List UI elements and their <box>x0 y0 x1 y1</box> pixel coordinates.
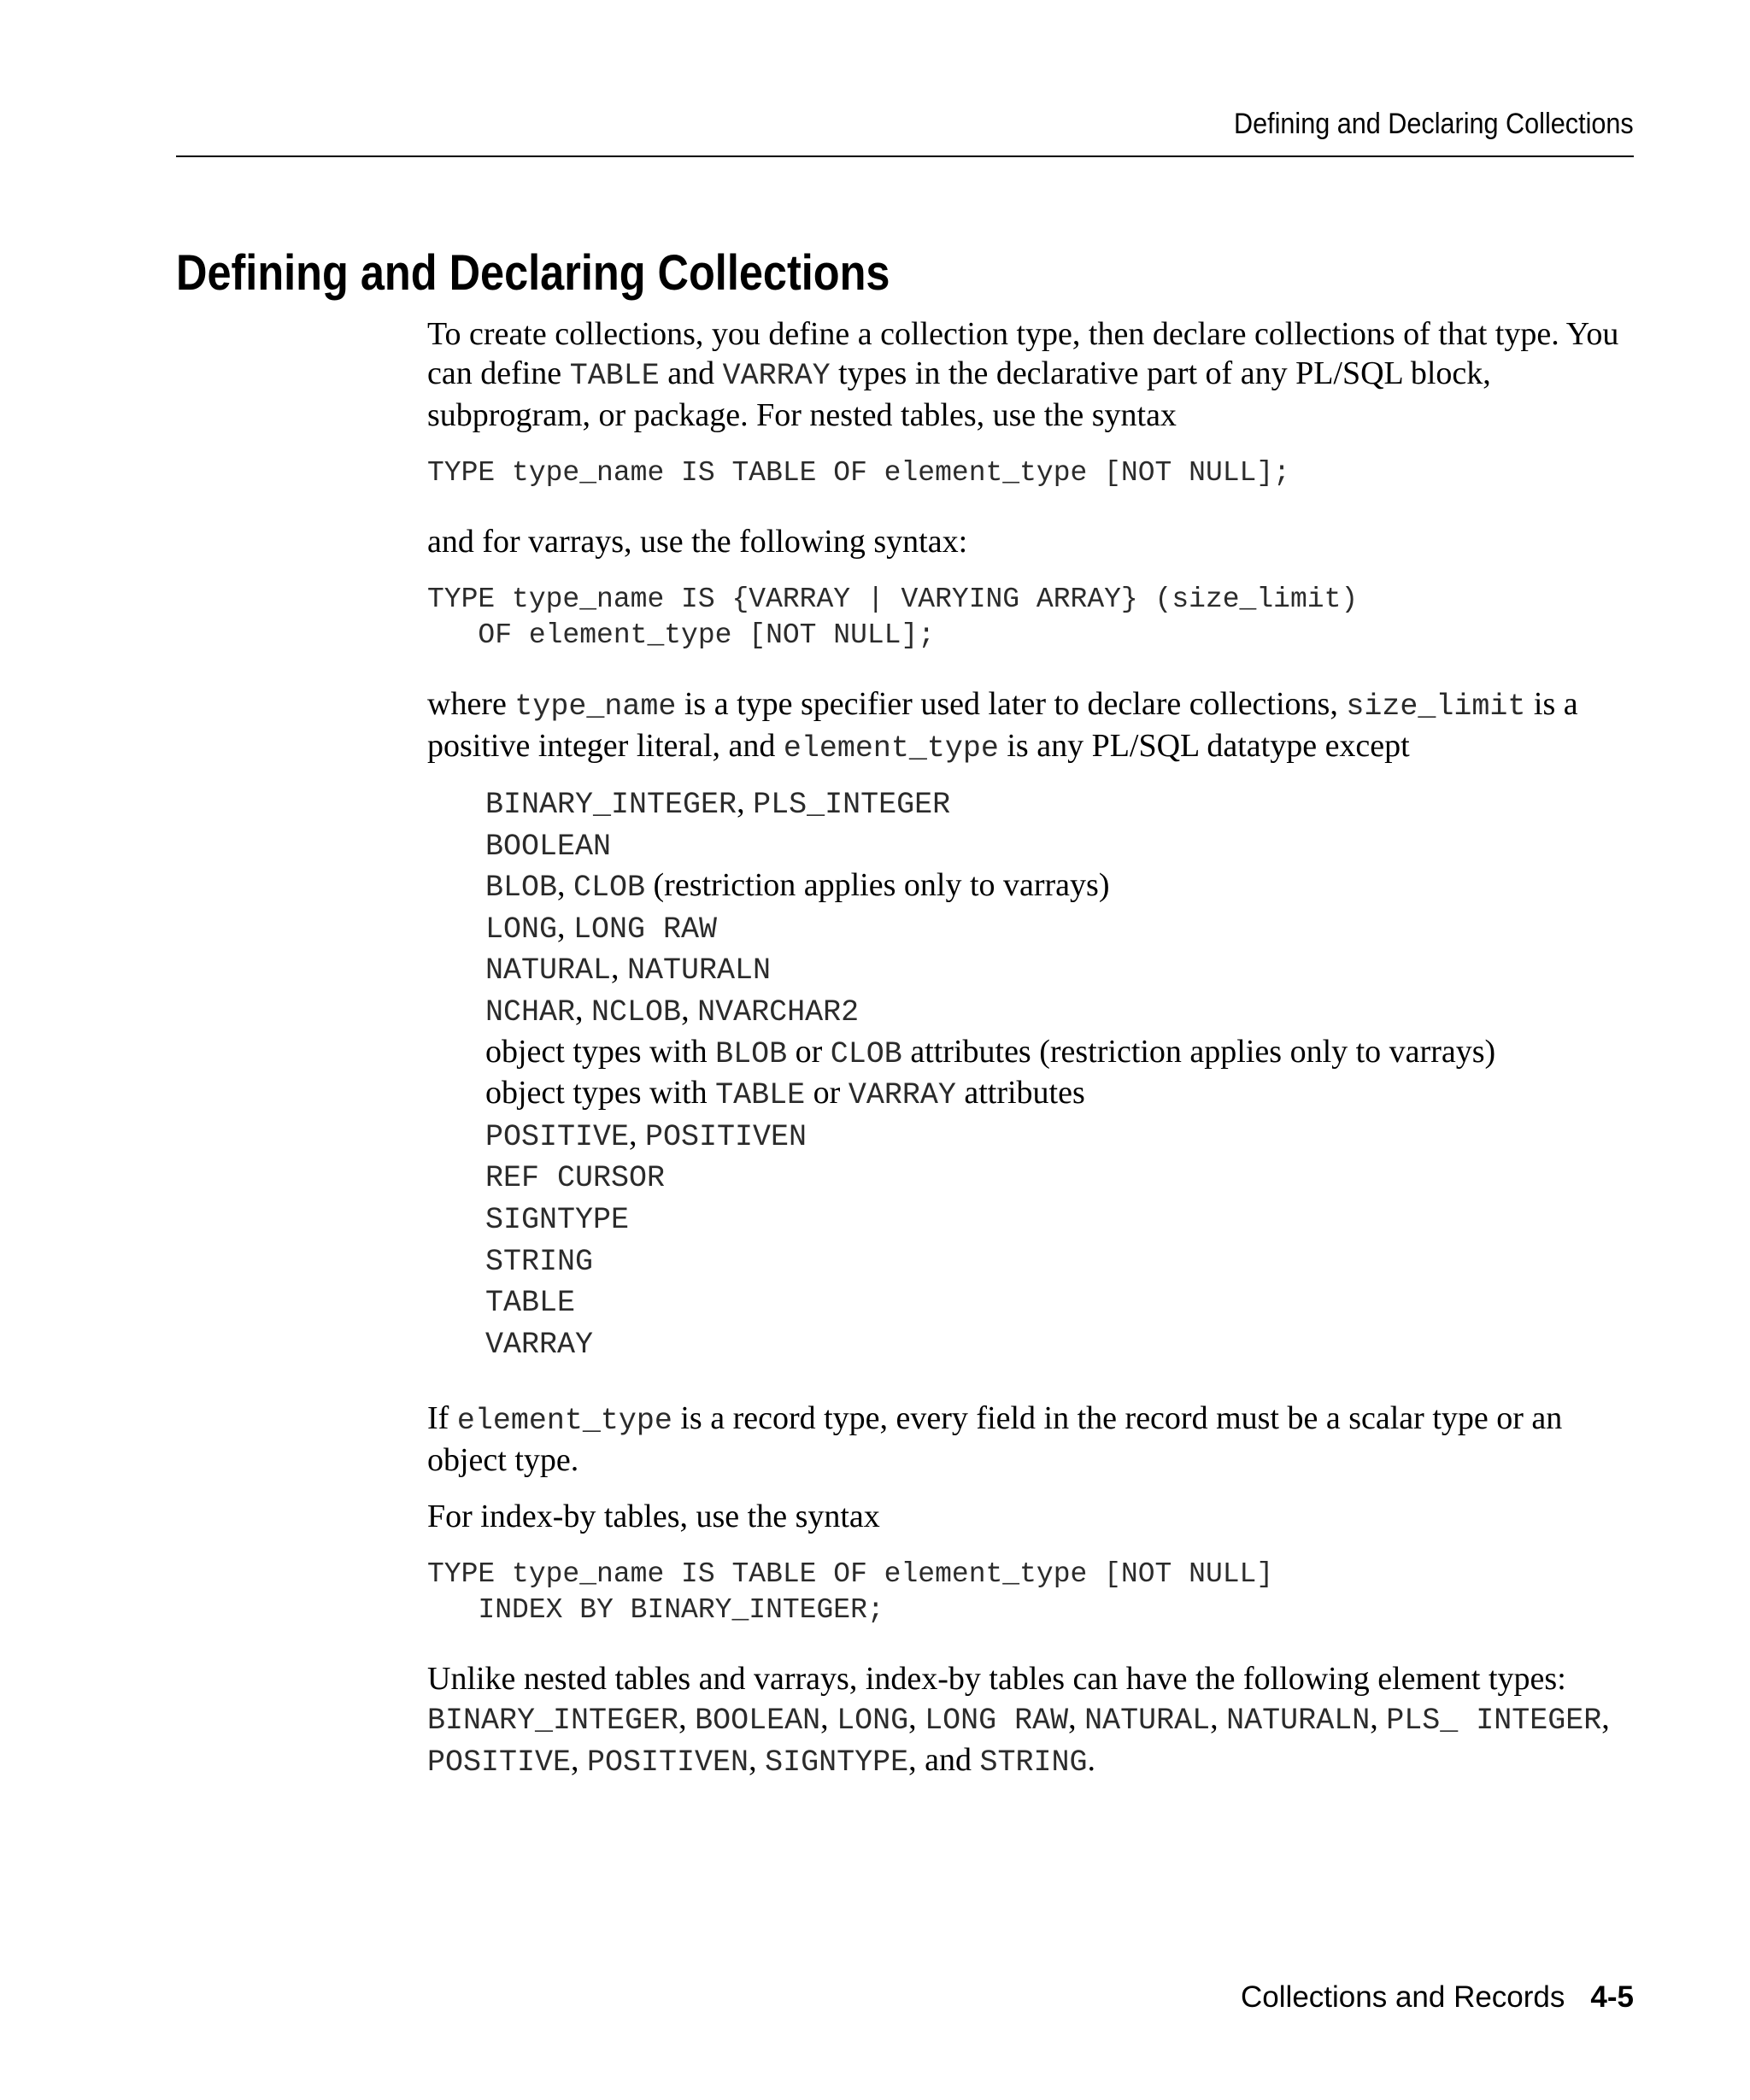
inline-code: POSITIVE <box>485 1119 630 1154</box>
list-note: (restriction applies only to varrays) <box>645 867 1110 904</box>
separator: , <box>1210 1700 1227 1737</box>
section-title: Defining and Declaring Collections <box>176 245 890 301</box>
inline-code: PLS_INTEGER <box>753 788 951 822</box>
code-nested-table-syntax: TYPE type_name IS TABLE OF element_type [NOT NULL]; <box>427 457 1290 489</box>
separator: , <box>737 784 754 820</box>
separator: , <box>678 1700 696 1737</box>
inline-code: BLOB <box>485 871 558 906</box>
intro-text-1: To create collections, you define a collection type, then declare collections of that type. You can define <box>427 316 1619 391</box>
separator: , <box>1601 1700 1610 1737</box>
running-footer <box>1241 1980 1634 2015</box>
inline-code: SIGNTYPE <box>485 1202 630 1237</box>
inline-code: BLOB <box>715 1036 788 1071</box>
separator: , <box>820 1700 837 1737</box>
code-varray-syntax: TYPE type_name IS {VARRAY | VARYING ARRAY} (size_limit) OF element_type [NOT NULL]; <box>427 584 1359 651</box>
list-item <box>485 866 1641 908</box>
intro-paragraph <box>427 314 1641 435</box>
separator: , <box>629 1116 646 1153</box>
list-text: object types with <box>485 1075 716 1112</box>
inline-code: POSITIVEN <box>645 1119 807 1154</box>
inline-code: element_type <box>783 731 999 766</box>
inline-code: TABLE <box>485 1286 576 1321</box>
separator: , <box>611 950 628 987</box>
list-item <box>485 1323 1641 1365</box>
inline-code: LONG <box>837 1704 909 1739</box>
intro-text-3: types in the declarative part of any PL/SQL block, subprogram, or package. For nested tables, use the syntax <box>427 355 1491 433</box>
unlike-text: Unlike nested tables and varrays, index-by tables can have the following element types: <box>427 1661 1566 1698</box>
inline-code: NATURAL <box>1084 1704 1211 1739</box>
inline-code: element_type <box>456 1404 672 1439</box>
list-item <box>485 783 1641 825</box>
footer-chapter-title: Collections and Records <box>1241 1980 1565 2014</box>
list-text: attributes (restriction applies only to varrays) <box>901 1033 1496 1070</box>
inline-code: VARRAY <box>485 1327 594 1362</box>
list-text: attributes <box>955 1075 1085 1112</box>
list-item <box>485 1157 1641 1199</box>
inline-code: PLS_ INTEGER <box>1386 1704 1602 1739</box>
inline-code: NCLOB <box>591 994 682 1029</box>
inline-code: TABLE <box>569 359 660 393</box>
inline-code: REF CURSOR <box>485 1161 666 1196</box>
inline-code: type_name <box>514 689 677 724</box>
where-text-3: is a positive integer literal, and <box>427 686 1578 764</box>
varray-intro: and for varrays, use the following syntax: <box>427 524 968 560</box>
where-text-2: is a type specifier used later to declare collections, <box>676 686 1347 722</box>
list-item <box>485 908 1641 950</box>
where-text-1: where <box>427 686 515 722</box>
list-item <box>485 1033 1641 1075</box>
separator: , <box>749 1742 766 1779</box>
separator: , and <box>908 1742 980 1779</box>
list-item <box>485 825 1641 867</box>
list-item <box>485 1241 1641 1282</box>
record-text-1: If <box>427 1400 457 1437</box>
separator: , <box>908 1700 925 1737</box>
separator: , <box>571 1742 588 1779</box>
list-item <box>485 1282 1641 1323</box>
list-text: object types with <box>485 1033 716 1070</box>
separator: . <box>1087 1742 1095 1779</box>
inline-code: NCHAR <box>485 994 576 1029</box>
list-item <box>485 1074 1641 1116</box>
separator: , <box>557 908 574 945</box>
inline-code: STRING <box>979 1745 1088 1780</box>
page-number: 4-5 <box>1590 1980 1634 2014</box>
inline-code: NATURAL <box>485 953 612 988</box>
inline-code: VARRAY <box>722 359 831 393</box>
inline-code: BINARY_INTEGER <box>485 788 737 822</box>
list-item <box>485 949 1641 991</box>
list-text: or <box>805 1075 849 1112</box>
inline-code: NATURALN <box>627 953 772 988</box>
body-text <box>427 314 1641 1782</box>
inline-code: POSITIVEN <box>587 1745 749 1780</box>
inline-code: NVARCHAR2 <box>697 994 860 1029</box>
inline-code: LONG RAW <box>925 1704 1069 1739</box>
inline-code: POSITIVE <box>427 1745 572 1780</box>
running-header: Defining and Declaring Collections <box>1234 108 1634 140</box>
list-text: or <box>787 1033 831 1070</box>
index-by-types-paragraph <box>427 1659 1641 1782</box>
intro-text-2: and <box>659 355 723 391</box>
inline-code: SIGNTYPE <box>765 1745 909 1780</box>
where-text-4: is any PL/SQL datatype except <box>998 728 1410 764</box>
excluded-datatypes-list <box>427 783 1641 1364</box>
index-by-intro: For index-by tables, use the syntax <box>427 1499 880 1535</box>
inline-code: VARRAY <box>848 1078 956 1113</box>
list-item <box>485 1199 1641 1241</box>
separator: , <box>575 991 592 1028</box>
record-text-2: is a record type, every field in the record must be a scalar type or an object type. <box>427 1400 1563 1479</box>
list-item <box>485 1116 1641 1158</box>
inline-code: LONG <box>485 912 558 947</box>
record-type-paragraph <box>427 1399 1641 1480</box>
inline-code: LONG RAW <box>573 912 718 947</box>
inline-code: TABLE <box>715 1078 806 1113</box>
inline-code: BOOLEAN <box>695 1704 821 1739</box>
separator: , <box>557 867 574 904</box>
header-rule <box>176 155 1634 157</box>
inline-code: size_limit <box>1346 689 1526 724</box>
list-item <box>485 991 1641 1033</box>
inline-code: CLOB <box>573 871 646 906</box>
inline-code: BOOLEAN <box>485 829 612 864</box>
code-index-by-syntax: TYPE type_name IS TABLE OF element_type [NOT NULL] INDEX BY BINARY_INTEGER; <box>427 1558 1274 1627</box>
separator: , <box>1370 1700 1387 1737</box>
where-paragraph <box>427 684 1641 768</box>
inline-code: BINARY_INTEGER <box>427 1704 679 1739</box>
inline-code: NATURALN <box>1226 1704 1371 1739</box>
separator: , <box>1068 1700 1085 1737</box>
separator: , <box>681 991 698 1028</box>
inline-code: CLOB <box>830 1036 902 1071</box>
inline-code: STRING <box>485 1244 594 1279</box>
